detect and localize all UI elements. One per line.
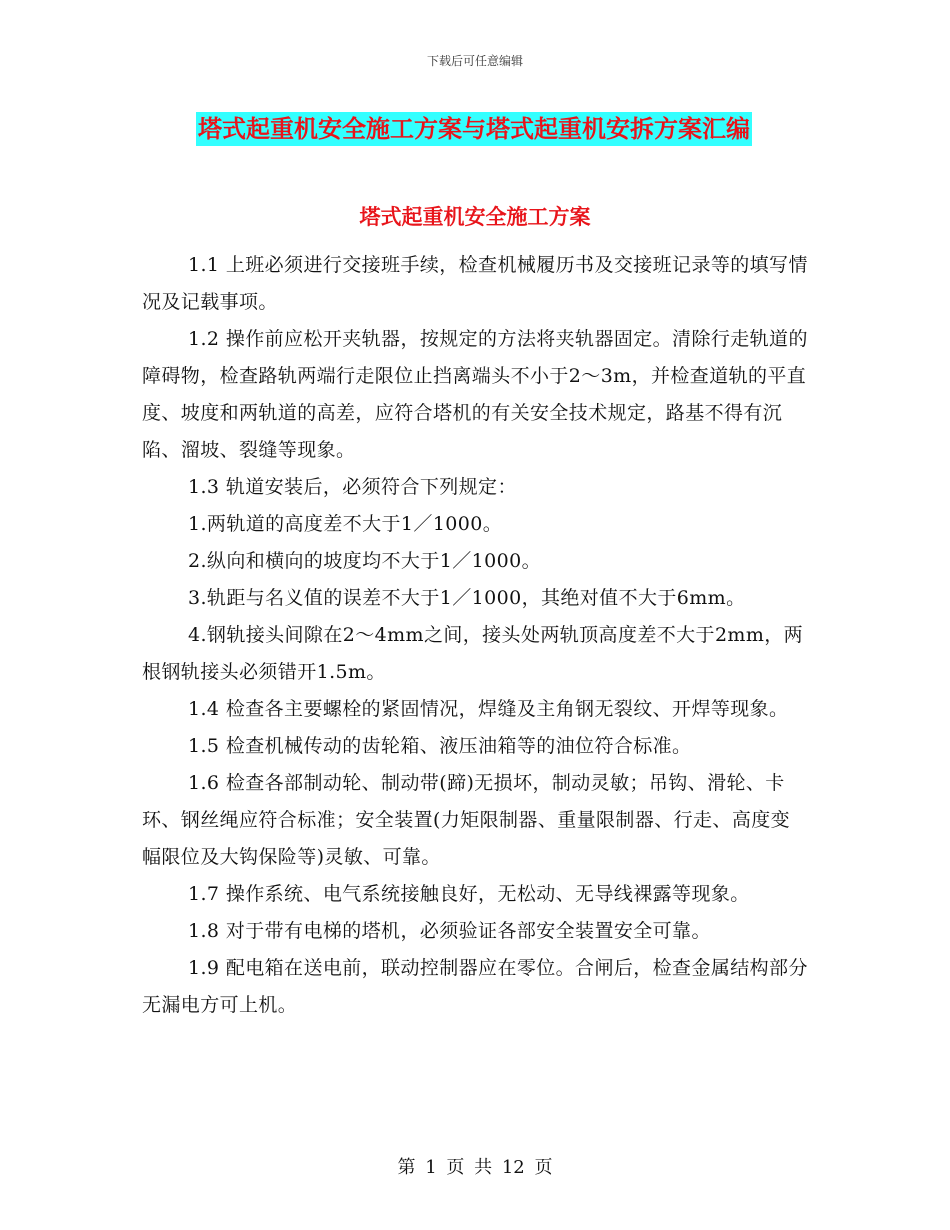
paragraph: 1.2 操作前应松开夹轨器，按规定的方法将夹轨器固定。清除行走轨道的障碍物，检查路轨两端行走限位止挡离端头不小于2～3m，并检查道轨的平直度、坡度和两轨道的高差，应符合塔机的有关安全技术规定，路基不得有沉陷、溜坡、裂缝等现象。 [142,328,808,461]
header-note: 下载后可任意编辑 [426,54,523,68]
paragraph: 1.4 检查各主要螺栓的紧固情况，焊缝及主角钢无裂纹、开焊等现象。 [188,698,789,720]
page-footer: 第 1 页 共 12 页 [397,1157,553,1178]
paragraph: 4.钢轨接头间隙在2～4mm之间，接头处两轨顶高度差不大于2mm，两根钢轨接头必须错开1.5m。 [142,624,804,683]
paragraph: 1.6 检查各部制动轮、制动带(蹄)无损坏，制动灵敏；吊钩、滑轮、卡环、钢丝绳应符合标准；安全装置(力矩限制器、重量限制器、行走、高度变幅限位及大钩保险等)灵敏、可靠。 [142,772,791,868]
paragraph: 2.纵向和横向的坡度均不大于1／1000。 [188,550,541,572]
paragraph: 1.5 检查机械传动的齿轮箱、液压油箱等的油位符合标准。 [188,735,692,757]
document-title: 塔式起重机安全施工方案与塔式起重机安拆方案汇编 [196,112,752,146]
paragraph: 1.3 轨道安装后，必须符合下列规定： [188,476,517,498]
paragraph: 1.1 上班必须进行交接班手续，检查机械履历书及交接班记录等的填写情况及记载事项。 [142,254,808,313]
paragraph: 1.9 配电箱在送电前，联动控制器应在零位。合闸后，检查金属结构部分无漏电方可上机。 [142,957,808,1016]
paragraph: 1.7 操作系统、电气系统接触良好，无松动、无导线裸露等现象。 [188,883,750,905]
section-title: 塔式起重机安全施工方案 [359,205,591,229]
paragraph: 1.两轨道的高度差不大于1／1000。 [188,513,503,535]
paragraph: 3.轨距与名义值的误差不大于1／1000，其绝对值不大于6mm。 [188,587,746,609]
paragraph: 1.8 对于带有电梯的塔机，必须验证各部安全装置安全可靠。 [188,920,711,942]
document-body [142,247,808,1024]
